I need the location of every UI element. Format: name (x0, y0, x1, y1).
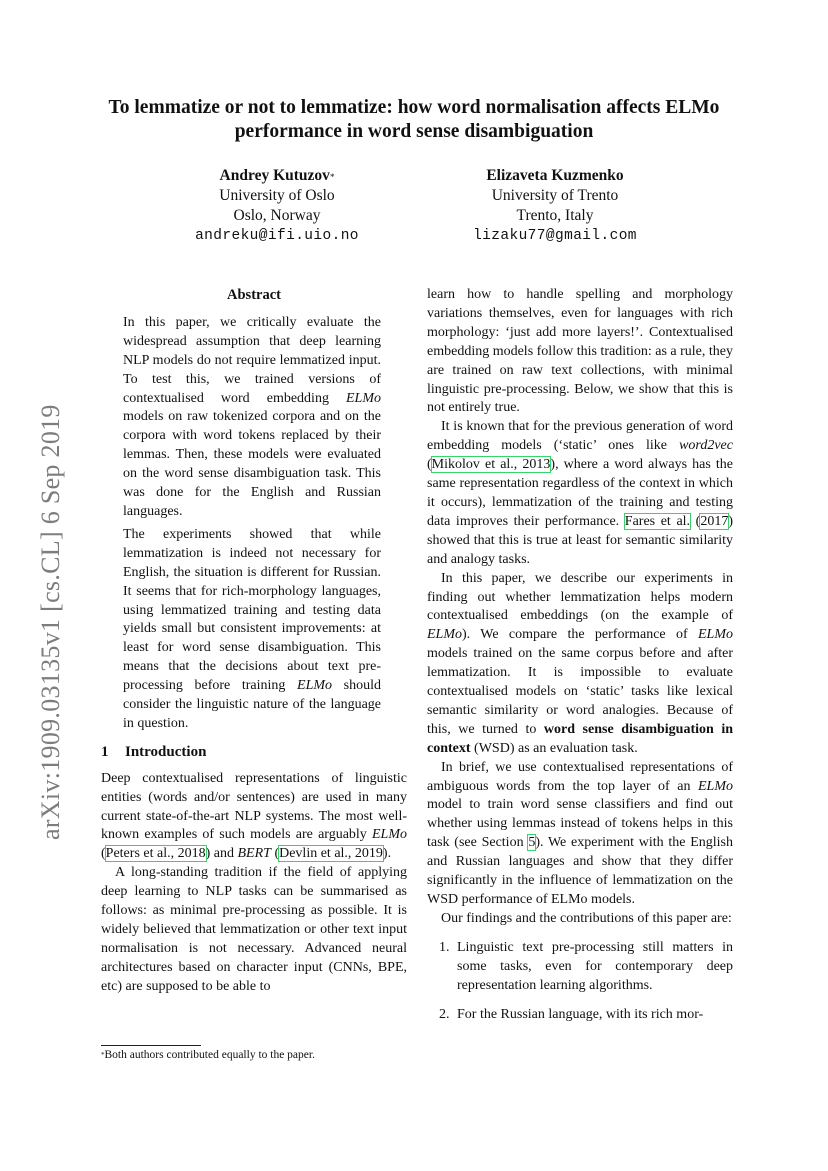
text-run: The experiments showed that while lemmatization is indeed not necessary for English, the situation is different for Russian. It seems that for rich-morphology languages, using lemmatized training and testing data yields small but consistent improvements: at least for word sense disambiguation. This means that the decisions about text pre-processing before training (123, 526, 381, 694)
key-term: word sense disambiguation in context (427, 721, 734, 756)
text-run: ( (270, 846, 280, 862)
text-run: ). We experiment with the English and Russian languages and show that they differ significantly in the influence of lemmatization on the WSD performance of ELMo models. (427, 835, 733, 907)
intro-paragraph-7: Our findings and the contributions of this paper are: (441, 910, 732, 926)
citation-year-link[interactable]: 2017 (700, 513, 729, 529)
text-run: should consider the linguistic nature of the language in question. (123, 678, 381, 731)
section-heading-introduction (101, 743, 407, 762)
author-name-text: Elizaveta Kuzmenko (486, 167, 624, 184)
author-block-2 (405, 166, 705, 246)
left-column (101, 286, 407, 997)
intro-paragraph-3: learn how to handle spelling and morphology variations themselves, even for languages with rich morphology: ‘just add more layers!’. Contextualised embedding models follow this tradition: as a rule, they are trained on raw text collections, with minimal linguistic pre-processing. Below, we show that this is not entirely true. (427, 287, 733, 416)
author-email[interactable]: andreku@ifi.uio.no (195, 228, 359, 244)
right-column (427, 286, 733, 1024)
intro-paragraph-1 (101, 770, 407, 865)
footnote-mark: * (101, 1051, 105, 1059)
footnote-divider (101, 1045, 201, 1046)
author-affiliation: University of Trento (491, 187, 619, 204)
text-run: (WSD) as an evaluation task. (470, 740, 638, 756)
model-name: BERT (237, 846, 271, 862)
text-run: ), where a word always has the same representation regardless of the context in which it occurs), lemmatization of the training and testing data improves their performance. (427, 457, 733, 529)
findings-list (427, 939, 733, 1025)
text-run: In this paper, we critically evaluate the widespread assumption that deep learning NLP models do not require lemmatized input. To test this, we trained versions of contextualised word embedding (123, 314, 381, 406)
text-run: ). (382, 846, 392, 862)
intro-paragraph-6 (427, 759, 733, 910)
author-block-1 (127, 166, 427, 246)
text-run: models on raw tokenized corpora and on the corpora with word tokens replaced by their lemmas. Then, these models were evaluated on the word sense disambiguation task. This was done for the English and Russian languages. (123, 409, 381, 519)
author-affiliation: University of Oslo (219, 187, 335, 204)
author-location: Trento, Italy (516, 207, 594, 224)
author-email[interactable]: lizaku77@gmail.com (473, 228, 637, 244)
section-title: Introduction (125, 743, 207, 760)
intro-paragraph-2: A long-standing tradition if the field of applying deep learning to NLP tasks can be summarised as follows: as minimal pre-processing as possible. It is widely believed that lemmatization or other text input normalisation is not necessary. Advanced neural architectures based on character input (CNNs, BPE, etc) are supposed to be able to (101, 865, 407, 994)
model-name: ELMo (346, 390, 381, 406)
text-run: models trained on the same corpus before and after lemmatization. It is impossible to evaluate contextualised models on ‘static’ tasks like lexical semantic similarity or word analogies. Because of this, we turned to (427, 646, 733, 737)
text-run: Deep contextualised representations of linguistic entities (words and/or sentences) are used in many current state-of-the-art NLP systems. The most well-known examples of such models are arguably (101, 770, 407, 843)
model-name: ELMo (698, 778, 733, 794)
text-run: In brief, we use contextualised representations of ambiguous words from the top layer of an (427, 759, 733, 794)
introduction-body (101, 770, 407, 997)
section-reference-link[interactable]: 5 (528, 835, 536, 851)
list-item (427, 939, 733, 996)
citation-link[interactable]: Mikolov et al., 2013 (431, 457, 551, 473)
arxiv-identifier: arXiv:1909.03135v1 [cs.CL] 6 Sep 2019 (36, 404, 65, 840)
abstract-body (101, 314, 407, 734)
list-item (427, 1006, 733, 1025)
intro-paragraph-5 (427, 570, 733, 759)
intro-paragraph-4 (427, 418, 733, 569)
text-run: ) and (205, 846, 238, 862)
title-line-2: performance in word sense disambiguation (234, 121, 594, 142)
footnote-text: Both authors contributed equally to the paper. (104, 1049, 315, 1061)
citation-link[interactable]: Peters et al., 2018 (105, 846, 206, 862)
model-name: ELMo (297, 678, 333, 694)
list-number: 2. (439, 1006, 450, 1022)
text-run: It is known that for the previous generation of word embedding models (‘static’ ones like (427, 419, 733, 454)
model-name: ELMo (372, 827, 407, 843)
author-location: Oslo, Norway (233, 207, 321, 224)
citation-link[interactable]: Fares et al. (624, 513, 691, 529)
section-number: 1 (101, 743, 109, 760)
text-run: ( (427, 457, 432, 473)
citation-link[interactable]: Devlin et al., 2019 (279, 846, 383, 862)
list-item-text: For the Russian language, with its rich mor- (457, 1006, 704, 1022)
author-name-text: Andrey Kutuzov (219, 167, 330, 184)
footnote (101, 1048, 407, 1062)
list-number: 1. (439, 939, 450, 955)
text-run: ) showed that this is true at least for semantic similarity and analogy tasks. (427, 513, 733, 567)
list-item-text: Linguistic text pre-processing still matters in some tasks, even for contemporary deep representation learning algorithms. (457, 939, 733, 993)
abstract-paragraph-2 (123, 526, 381, 734)
author-name (127, 166, 427, 186)
text-run: ( (101, 846, 106, 862)
author-footnote-mark: * (329, 172, 335, 182)
title-line-1: To lemmatize or not to lemmatize: how word normalisation affects ELMo (108, 97, 720, 118)
paper-title (90, 96, 738, 144)
text-run: model to train word sense classifiers and find out whether using lemmas instead of tokens helps in this task (see Section (427, 797, 733, 851)
text-run: ). We compare the performance of (462, 627, 698, 643)
model-name: word2vec (679, 438, 733, 454)
model-name: ELMo (698, 627, 733, 643)
model-name: ELMo (427, 627, 462, 643)
text-run: ( (690, 513, 701, 529)
author-name (405, 166, 705, 186)
abstract-paragraph-1 (123, 314, 381, 522)
text-run: In this paper, we describe our experiments in finding out whether lemmatization helps modern contextualised embeddings (on the example of (427, 570, 733, 624)
abstract-heading: Abstract (227, 287, 281, 303)
